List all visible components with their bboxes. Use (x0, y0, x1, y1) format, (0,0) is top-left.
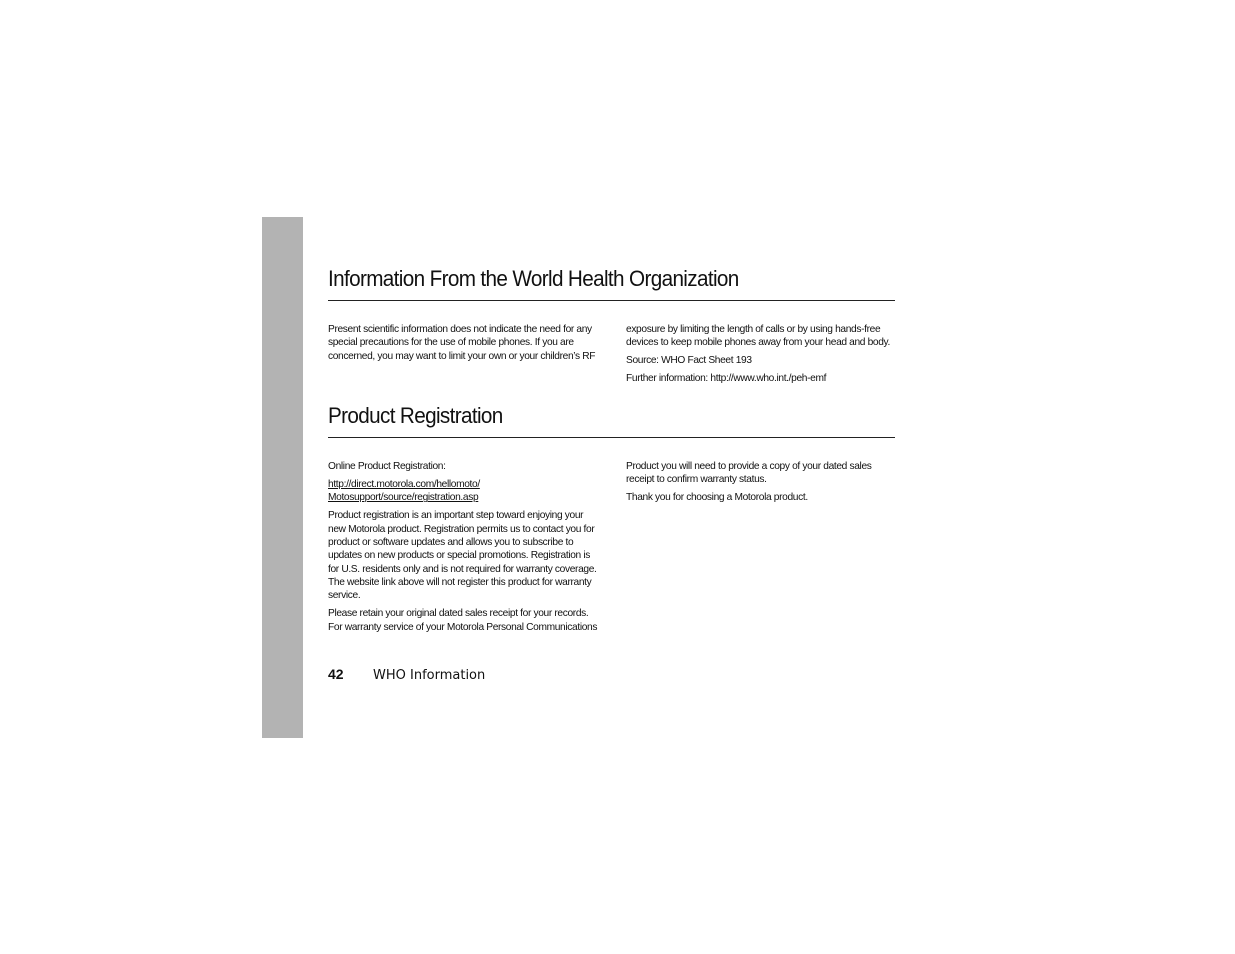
side-thumb-tab (262, 217, 303, 738)
footer-section-label: WHO Information (373, 668, 486, 683)
who-title-rule (328, 300, 895, 301)
online-registration-label: Online Product Registration: (328, 461, 446, 472)
who-right-column (626, 323, 898, 391)
registration-right-column (626, 460, 898, 509)
who-section-title: Information From the World Health Organization (328, 266, 739, 291)
registration-paragraph-2: Please retain your original dated sales receipt for your records. For warranty service of your Motorola Personal Communications (328, 608, 598, 633)
page-footer (328, 666, 485, 683)
registration-thank-you: Thank you for choosing a Motorola product. (626, 492, 808, 504)
who-paragraph-1: Present scientific information does not indicate the need for any special precautions for the use of mobile phones. If you are concerned, you may want to limit your own or your children’s RF (328, 324, 596, 362)
who-further-info: Further information: http://www.who.int./peh-emf (626, 373, 827, 385)
registration-paragraph-3: Product you will need to provide a copy of your dated sales receipt to confirm warranty status. (626, 461, 872, 486)
who-paragraph-2: exposure by limiting the length of calls or by using hands-free devices to keep mobile phones away from your head and body. (626, 324, 891, 349)
registration-link-line-2[interactable]: Motosupport/source/registration.asp (328, 492, 479, 504)
registration-link[interactable] (328, 478, 600, 505)
registration-link-line-1[interactable]: http://direct.motorola.com/hellomoto/ (328, 479, 480, 491)
page-number: 42 (328, 666, 344, 682)
registration-left-column (328, 460, 600, 639)
registration-title-rule (328, 437, 895, 438)
registration-paragraph-1: Product registration is an important step toward enjoying your new Motorola product. Registration permits us to contact you for product or software updates and allows you to subscribe to updates on new products or special promotions. Registration is for U.S. residents only and is not required for warranty coverage. The website link above will not register this product for warranty service. (328, 510, 597, 602)
who-source: Source: WHO Fact Sheet 193 (626, 355, 752, 367)
registration-section-title: Product Registration (328, 403, 503, 428)
who-left-column (328, 323, 600, 368)
